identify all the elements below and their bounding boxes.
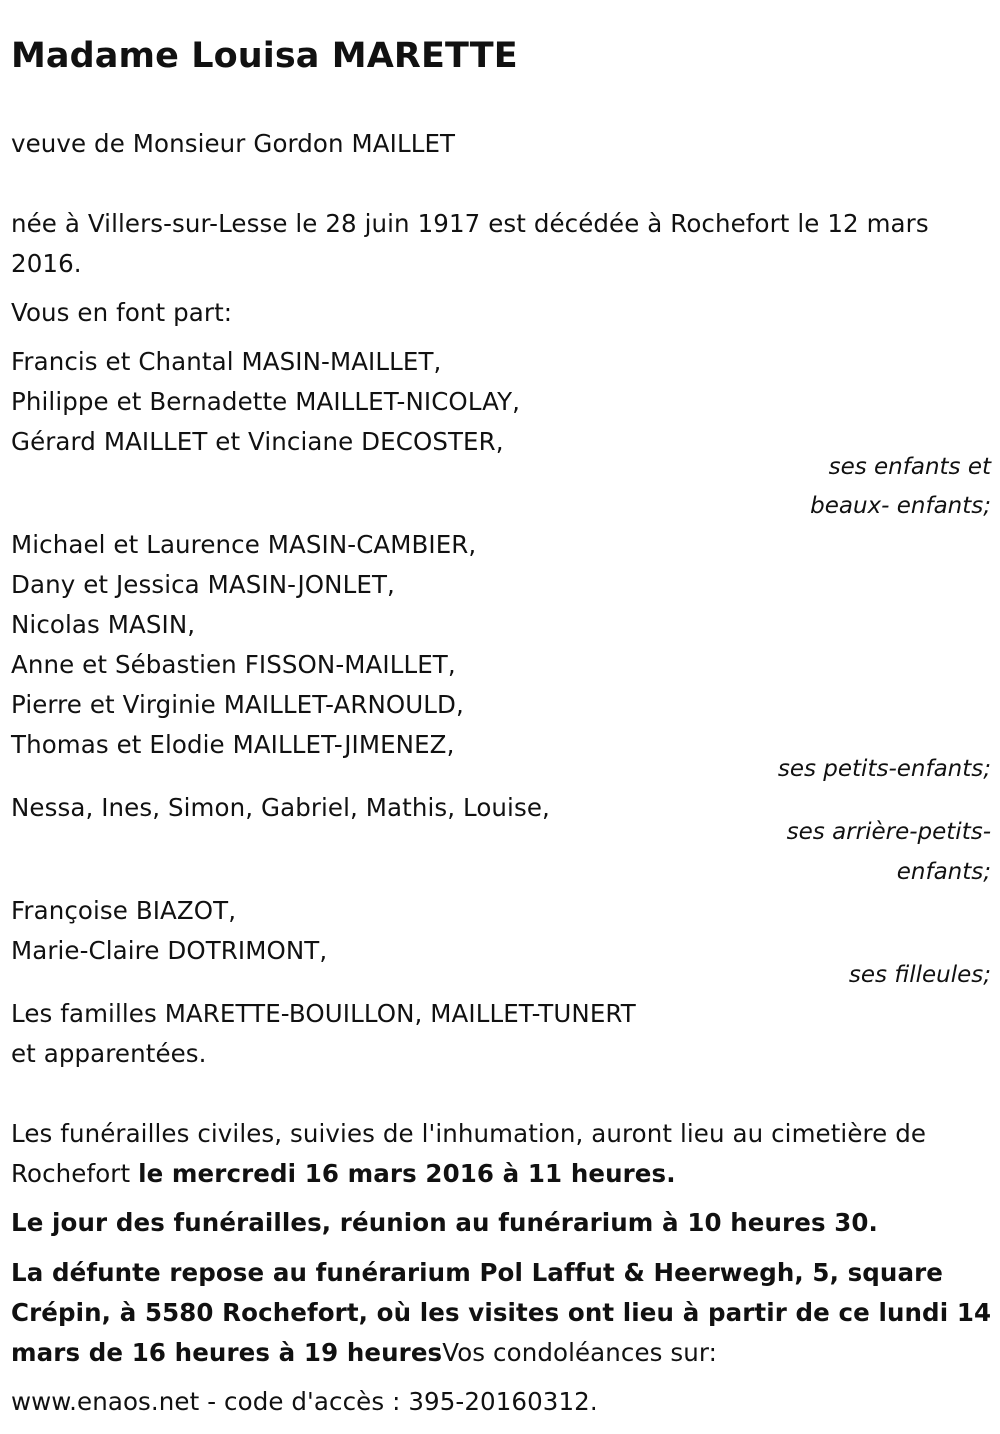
visit-hours: mars de 16 heures à 19 heures [11,1338,443,1367]
announce-line: Vous en font part: [11,298,233,327]
child-entry: Francis et Chantal MASIN-MAILLET, [11,347,442,376]
children-label: ses enfants et [828,454,991,480]
funeral-line-1: Les funérailles civiles, suivies de l'inhumation, auront lieu au cimetière de [11,1119,927,1148]
goddaughters-label: ses filleules; [848,962,991,988]
page-title: Madame Louisa MARETTE [11,36,518,76]
great-grandchildren-entry: Nessa, Ines, Simon, Gabriel, Mathis, Louise, [11,793,550,822]
website-line: www.enaos.net - code d'accès : 395-20160312. [11,1387,598,1416]
grandchild-entry: Michael et Laurence MASIN-CAMBIER, [11,530,477,559]
birth-death-line-1: née à Villers-sur-Lesse le 28 juin 1917 est décédée à Rochefort le 12 mars [11,209,929,238]
funeral-place: Rochefort [11,1159,139,1188]
grandchild-entry: Pierre et Virginie MAILLET-ARNOULD, [11,690,464,719]
goddaughter-entry: Françoise BIAZOT, [11,896,237,925]
goddaughter-entry: Marie-Claire DOTRIMONT, [11,936,328,965]
birth-death-line-2: 2016. [11,249,82,278]
families-line: Les familles MARETTE-BOUILLON, MAILLET-TUNERT [11,999,636,1028]
families-line: et apparentées. [11,1039,207,1068]
grandchild-entry: Thomas et Elodie MAILLET-JIMENEZ, [11,730,455,759]
child-entry: Gérard MAILLET et Vinciane DECOSTER, [11,427,504,456]
spouse-line: veuve de Monsieur Gordon MAILLET [11,129,456,158]
funeral-date: le mercredi 16 mars 2016 à 11 heures. [138,1159,676,1188]
great-grandchildren-label: ses arrière-petits- [786,819,991,845]
condolences-label: Vos condoléances sur: [442,1338,717,1367]
grandchildren-label: ses petits-enfants; [777,756,991,782]
children-label: beaux- enfants; [810,493,991,519]
grandchild-entry: Nicolas MASIN, [11,610,196,639]
funeral-line-2 [11,1154,676,1194]
grandchild-entry: Anne et Sébastien FISSON-MAILLET, [11,650,456,679]
repose-line-2: Crépin, à 5580 Rochefort, où les visites ont lieu à partir de ce lundi 14 [11,1298,992,1327]
great-grandchildren-label: enfants; [896,859,991,885]
grandchild-entry: Dany et Jessica MASIN-JONLET, [11,570,395,599]
child-entry: Philippe et Bernadette MAILLET-NICOLAY, [11,387,521,416]
repose-line-1: La défunte repose au funérarium Pol Laffut & Heerwegh, 5, square [11,1258,944,1287]
meeting-line: Le jour des funérailles, réunion au funérarium à 10 heures 30. [11,1208,878,1237]
repose-line-3 [11,1333,717,1373]
